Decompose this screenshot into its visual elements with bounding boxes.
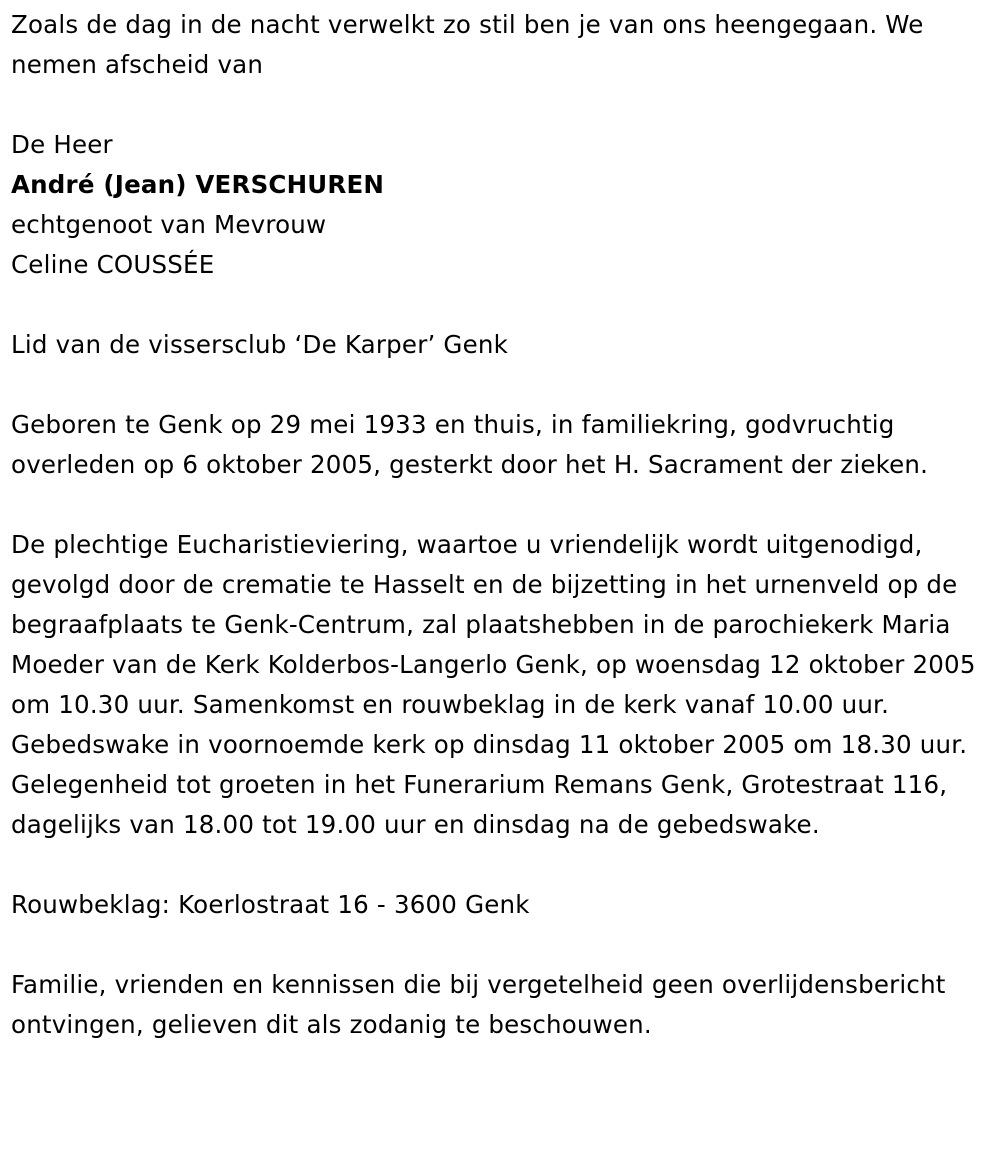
membership-line: Lid van de vissersclub ‘De Karper’ Genk xyxy=(11,330,509,359)
obituary-notice xyxy=(11,0,991,1045)
intro-paragraph: Zoals de dag in de nacht verwelkt zo stil ben je van ons heengegaan. We nemen afscheid van xyxy=(11,10,924,79)
spacer xyxy=(11,485,991,525)
spacer xyxy=(11,925,991,965)
condolence-address: Rouwbeklag: Koerlostraat 16 - 3600 Genk xyxy=(11,890,530,919)
spacer xyxy=(11,285,991,325)
ceremony-paragraph: De plechtige Eucharistieviering, waartoe u vriendelijk wordt uitgenodigd, gevolgd door de crematie te Hasselt en de bijzetting in het urnenveld op de begraafplaats te Genk-Centrum, zal plaatshebben in de parochiekerk Maria Moeder van de Kerk Kolderbos-Langerlo Genk, op woensdag 12 oktober 2005 om 10.30 uur. Samenkomst en rouwbeklag in de kerk vanaf 10.00 uur. Gebedswake in voornoemde kerk op dinsdag 11 oktober 2005 om 18.30 uur. Gelegenheid tot groeten in het Funerarium Remans Genk, Grotestraat 116, dagelijks van 18.00 tot 19.00 uur en dinsdag na de gebedswake. xyxy=(11,530,976,839)
spouse-line-1: echtgenoot van Mevrouw xyxy=(11,210,327,239)
closing-paragraph: Familie, vrienden en kennissen die bij vergetelheid geen overlijdensbericht ontvingen, gelieven dit als zodanig te beschouwen. xyxy=(11,970,946,1039)
deceased-name: André (Jean) VERSCHUREN xyxy=(11,170,385,199)
spacer xyxy=(11,365,991,405)
spacer xyxy=(11,845,991,885)
spacer xyxy=(11,85,991,125)
birth-death-paragraph: Geboren te Genk op 29 mei 1933 en thuis, in familiekring, godvruchtig overleden op 6 oktober 2005, gesterkt door het H. Sacrament der zieken. xyxy=(11,410,929,479)
honorific: De Heer xyxy=(11,130,113,159)
spouse-line-2: Celine COUSSÉE xyxy=(11,250,215,279)
